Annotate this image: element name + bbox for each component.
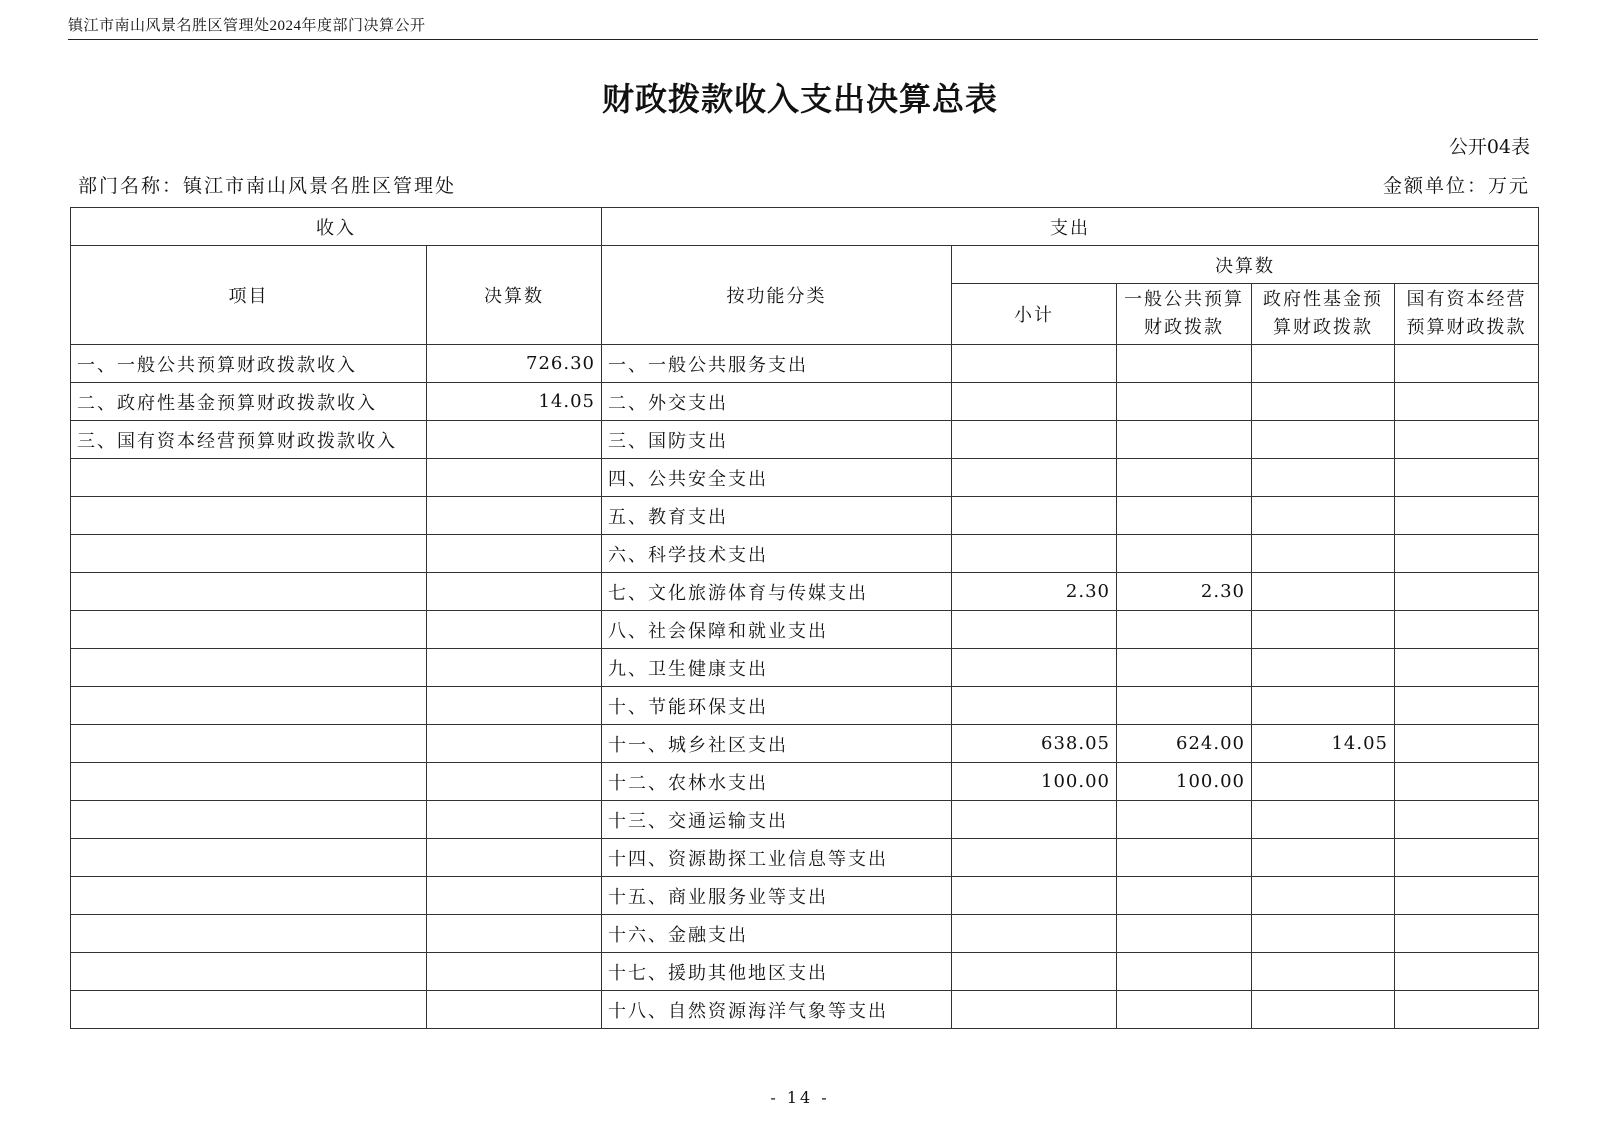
income-amount-cell: 726.30 [427, 345, 602, 383]
income-amount-cell [427, 877, 602, 915]
subtotal-cell [952, 611, 1117, 649]
capital-budget-cell [1395, 497, 1539, 535]
page-number: - 14 - [770, 1088, 830, 1107]
general-budget-cell [1117, 801, 1252, 839]
page-title: 财政拨款收入支出决算总表 [601, 80, 998, 118]
fund-budget-cell [1252, 687, 1395, 725]
subtotal-cell [952, 345, 1117, 383]
income-amount-cell [427, 535, 602, 573]
fund-budget-column-header: 政府性基金预算财政拨款 [1252, 284, 1395, 345]
fund-budget-cell [1252, 839, 1395, 877]
income-amount-cell [427, 497, 602, 535]
general-budget-cell: 624.00 [1117, 725, 1252, 763]
general-budget-cell [1117, 459, 1252, 497]
subtotal-cell [952, 497, 1117, 535]
general-budget-column-header: 一般公共预算财政拨款 [1117, 284, 1252, 345]
fund-budget-cell [1252, 915, 1395, 953]
general-budget-cell [1117, 497, 1252, 535]
income-item-cell [71, 915, 427, 953]
general-budget-cell [1117, 877, 1252, 915]
settlement-column-header: 决算数 [952, 246, 1539, 284]
subtotal-cell [952, 383, 1117, 421]
subtotal-cell [952, 877, 1117, 915]
subtotal-cell: 638.05 [952, 725, 1117, 763]
expense-item-cell: 三、国防支出 [602, 421, 952, 459]
fund-budget-cell [1252, 459, 1395, 497]
table-row [71, 915, 1539, 953]
table-row [71, 801, 1539, 839]
item-column-header: 项目 [71, 246, 427, 345]
department-name: 部门名称：镇江市南山风景名胜区管理处 [78, 175, 457, 197]
subtotal-cell: 100.00 [952, 763, 1117, 801]
subtotal-column-header: 小计 [952, 284, 1117, 345]
fund-budget-cell [1252, 383, 1395, 421]
income-item-cell: 二、政府性基金预算财政拨款收入 [71, 383, 427, 421]
capital-budget-cell [1395, 877, 1539, 915]
header-rule [68, 39, 1538, 40]
fund-budget-cell [1252, 953, 1395, 991]
expense-item-cell: 十六、金融支出 [602, 915, 952, 953]
general-budget-cell [1117, 687, 1252, 725]
income-item-cell [71, 649, 427, 687]
capital-budget-cell [1395, 801, 1539, 839]
expense-item-cell: 五、教育支出 [602, 497, 952, 535]
income-amount-cell [427, 687, 602, 725]
table-row [71, 421, 1539, 459]
general-budget-cell: 100.00 [1117, 763, 1252, 801]
income-item-cell [71, 535, 427, 573]
capital-budget-cell [1395, 383, 1539, 421]
income-item-cell [71, 725, 427, 763]
income-amount-cell [427, 915, 602, 953]
income-amount-cell [427, 991, 602, 1029]
income-amount-cell [427, 725, 602, 763]
table-row [71, 345, 1539, 383]
subtotal-cell [952, 459, 1117, 497]
general-budget-cell: 2.30 [1117, 573, 1252, 611]
function-column-header: 按功能分类 [602, 246, 952, 345]
expense-item-cell: 四、公共安全支出 [602, 459, 952, 497]
general-budget-cell [1117, 345, 1252, 383]
capital-budget-cell [1395, 345, 1539, 383]
subtotal-cell [952, 953, 1117, 991]
expense-item-cell: 十二、农林水支出 [602, 763, 952, 801]
income-amount-cell [427, 611, 602, 649]
capital-budget-cell [1395, 421, 1539, 459]
expense-item-cell: 十一、城乡社区支出 [602, 725, 952, 763]
income-item-cell [71, 687, 427, 725]
amount-unit: 金额单位：万元 [1382, 175, 1530, 197]
subtotal-cell [952, 687, 1117, 725]
income-item-cell [71, 839, 427, 877]
capital-budget-cell [1395, 573, 1539, 611]
income-amount-cell: 14.05 [427, 383, 602, 421]
table-row [71, 535, 1539, 573]
expense-item-cell: 七、文化旅游体育与传媒支出 [602, 573, 952, 611]
fund-budget-cell [1252, 535, 1395, 573]
table-row [71, 725, 1539, 763]
table-row [71, 991, 1539, 1029]
capital-budget-cell [1395, 535, 1539, 573]
table-row [71, 459, 1539, 497]
capital-budget-column-header: 国有资本经营预算财政拨款 [1395, 284, 1539, 345]
expense-item-cell: 十五、商业服务业等支出 [602, 877, 952, 915]
income-item-cell: 一、一般公共预算财政拨款收入 [71, 345, 427, 383]
expense-item-cell: 十三、交通运输支出 [602, 801, 952, 839]
general-budget-cell [1117, 649, 1252, 687]
fund-budget-cell [1252, 763, 1395, 801]
fund-budget-cell [1252, 421, 1395, 459]
general-budget-cell [1117, 953, 1252, 991]
table-row [71, 383, 1539, 421]
subtotal-cell [952, 839, 1117, 877]
table-row [71, 763, 1539, 801]
expense-item-cell: 十、节能环保支出 [602, 687, 952, 725]
income-item-cell [71, 763, 427, 801]
capital-budget-cell [1395, 953, 1539, 991]
general-budget-cell [1117, 421, 1252, 459]
table-row [71, 649, 1539, 687]
income-amount-cell [427, 839, 602, 877]
income-group-header: 收入 [71, 208, 602, 246]
income-item-cell [71, 801, 427, 839]
fund-budget-cell [1252, 877, 1395, 915]
fund-budget-cell: 14.05 [1252, 725, 1395, 763]
income-amount-cell [427, 649, 602, 687]
income-item-cell [71, 953, 427, 991]
capital-budget-cell [1395, 687, 1539, 725]
table-row [71, 839, 1539, 877]
column-header-row [71, 246, 1539, 284]
group-header-row [71, 208, 1539, 246]
subtotal-cell: 2.30 [952, 573, 1117, 611]
capital-budget-cell [1395, 991, 1539, 1029]
expense-item-cell: 六、科学技术支出 [602, 535, 952, 573]
table-row [71, 953, 1539, 991]
form-number: 公开04表 [1448, 136, 1530, 158]
expense-item-cell: 八、社会保障和就业支出 [602, 611, 952, 649]
fund-budget-cell [1252, 649, 1395, 687]
fund-budget-cell [1252, 801, 1395, 839]
income-item-cell [71, 991, 427, 1029]
income-item-cell [71, 877, 427, 915]
expense-item-cell: 一、一般公共服务支出 [602, 345, 952, 383]
general-budget-cell [1117, 915, 1252, 953]
subtotal-cell [952, 991, 1117, 1029]
fund-budget-cell [1252, 991, 1395, 1029]
fund-budget-cell [1252, 611, 1395, 649]
expense-group-header: 支出 [602, 208, 1539, 246]
general-budget-cell [1117, 535, 1252, 573]
capital-budget-cell [1395, 915, 1539, 953]
income-amount-cell [427, 421, 602, 459]
fund-budget-cell [1252, 497, 1395, 535]
income-item-cell: 三、国有资本经营预算财政拨款收入 [71, 421, 427, 459]
general-budget-cell [1117, 839, 1252, 877]
subtotal-cell [952, 801, 1117, 839]
capital-budget-cell [1395, 725, 1539, 763]
income-item-cell [71, 611, 427, 649]
income-amount-column-header: 决算数 [427, 246, 602, 345]
fund-budget-cell [1252, 573, 1395, 611]
fund-budget-cell [1252, 345, 1395, 383]
subtotal-cell [952, 535, 1117, 573]
general-budget-cell [1117, 991, 1252, 1029]
subtotal-cell [952, 915, 1117, 953]
running-head: 镇江市南山风景名胜区管理处2024年度部门决算公开 [68, 18, 426, 34]
income-amount-cell [427, 953, 602, 991]
expense-item-cell: 九、卫生健康支出 [602, 649, 952, 687]
table-row [71, 611, 1539, 649]
income-item-cell [71, 459, 427, 497]
capital-budget-cell [1395, 459, 1539, 497]
expense-item-cell: 二、外交支出 [602, 383, 952, 421]
income-amount-cell [427, 763, 602, 801]
table-row [71, 573, 1539, 611]
expense-item-cell: 十七、援助其他地区支出 [602, 953, 952, 991]
general-budget-cell [1117, 611, 1252, 649]
capital-budget-cell [1395, 649, 1539, 687]
capital-budget-cell [1395, 839, 1539, 877]
income-amount-cell [427, 459, 602, 497]
general-budget-cell [1117, 383, 1252, 421]
table-row [71, 497, 1539, 535]
income-amount-cell [427, 801, 602, 839]
table-row [71, 877, 1539, 915]
income-item-cell [71, 497, 427, 535]
appropriation-table [70, 207, 1539, 1029]
subtotal-cell [952, 649, 1117, 687]
capital-budget-cell [1395, 763, 1539, 801]
income-item-cell [71, 573, 427, 611]
table-row [71, 687, 1539, 725]
capital-budget-cell [1395, 611, 1539, 649]
income-amount-cell [427, 573, 602, 611]
subtotal-cell [952, 421, 1117, 459]
expense-item-cell: 十四、资源勘探工业信息等支出 [602, 839, 952, 877]
expense-item-cell: 十八、自然资源海洋气象等支出 [602, 991, 952, 1029]
